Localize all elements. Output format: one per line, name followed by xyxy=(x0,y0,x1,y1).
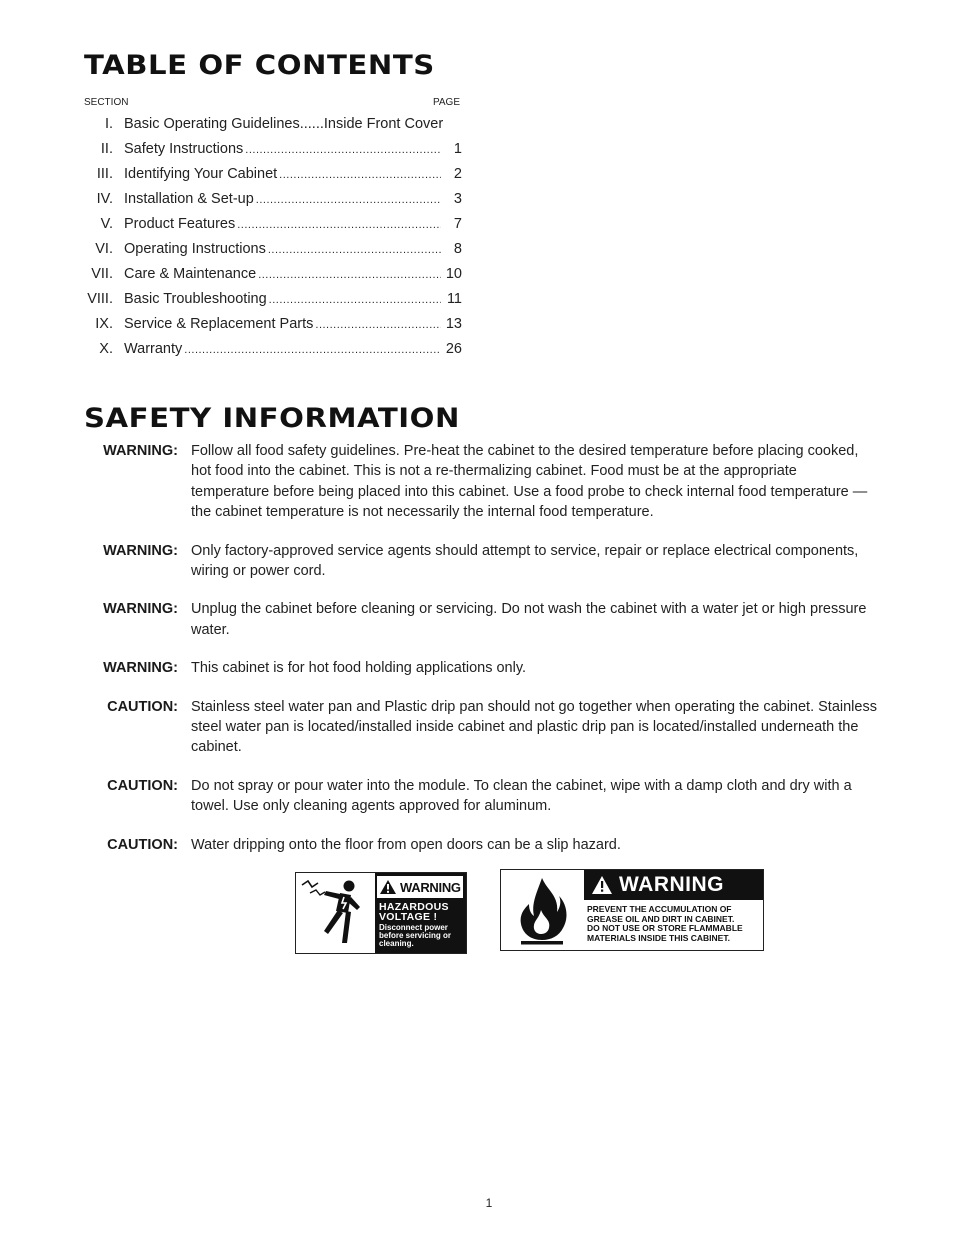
toc-entry-page: 11 xyxy=(446,291,462,307)
toc-entry-page: 1 xyxy=(453,141,462,157)
notice-text: Stainless steel water pan and Plastic drip pan should not go together when operating the cabinet. Stainless steel water pan is located/installed inside cabinet and plastic drip pan is located/installed underneath the cabinet. xyxy=(191,698,877,756)
toc-list xyxy=(84,116,462,366)
safety-notice xyxy=(84,599,884,640)
toc-entry-number: V. xyxy=(100,216,113,232)
toc-entry xyxy=(84,316,462,341)
toc-entry-number: X. xyxy=(99,341,113,357)
toc-entry-title: Safety Instructions xyxy=(124,141,244,157)
toc-entry-title: Identifying Your Cabinet xyxy=(124,166,278,182)
notice-label: WARNING: xyxy=(103,542,178,559)
notice-label: CAUTION: xyxy=(107,836,178,853)
hazardous-voltage-text: HAZARDOUS VOLTAGE ! xyxy=(379,901,449,923)
flammable-warning-panel xyxy=(584,870,763,950)
toc-entry-number: IV. xyxy=(96,191,113,207)
notice-text: Unplug the cabinet before cleaning or servicing. Do not wash the cabinet with a water jet or high pressure water. xyxy=(191,601,867,638)
safety-notice xyxy=(84,541,884,582)
electric-shock-icon xyxy=(296,873,375,953)
toc-column-headers xyxy=(84,97,460,108)
notice-text: Only factory-approved service agents should attempt to service, repair or replace electrical components, wiring or power cord. xyxy=(191,542,859,580)
toc-entry xyxy=(84,291,462,316)
toc-entry-number: IX. xyxy=(95,316,113,332)
safety-notice xyxy=(84,697,884,758)
voltage-warning-panel xyxy=(375,873,466,953)
dot-leader xyxy=(256,194,441,206)
toc-entry xyxy=(84,216,462,241)
dot-leader xyxy=(184,344,441,356)
flammable-warning-label xyxy=(500,869,764,951)
dot-leader xyxy=(269,294,441,306)
safety-notice xyxy=(84,776,884,817)
section-column-header: SECTION xyxy=(84,97,129,108)
toc-entry-title: Product Features xyxy=(124,216,236,232)
disconnect-power-text: Disconnect power before servicing or cleaning. xyxy=(379,923,452,948)
toc-entry-page: 8 xyxy=(453,241,462,257)
toc-entry-number: I. xyxy=(104,116,113,132)
flammable-warning-header-text: WARNING xyxy=(619,873,724,896)
toc-entry-page: 7 xyxy=(453,216,462,232)
notice-text: This cabinet is for hot food holding applications only. xyxy=(191,660,527,677)
toc-entry-page: 10 xyxy=(445,266,462,282)
voltage-warning-header xyxy=(377,876,463,898)
flammable-warning-header xyxy=(584,870,763,900)
toc-entry-page: 13 xyxy=(445,316,462,332)
notice-label: CAUTION: xyxy=(107,698,178,715)
safety-notice xyxy=(84,835,884,855)
toc-entry-title: Warranty xyxy=(124,341,183,357)
dot-leader xyxy=(279,169,441,181)
toc-entry-number: VI. xyxy=(95,241,113,257)
toc-entry xyxy=(84,141,462,166)
toc-entry-number: III. xyxy=(96,166,113,182)
toc-entry xyxy=(84,116,462,141)
page-number: 1 xyxy=(485,1196,493,1210)
toc-heading: TABLE OF CONTENTS xyxy=(84,50,435,81)
fire-icon xyxy=(501,870,584,950)
safety-notice xyxy=(84,658,884,678)
toc-entry-title: Installation & Set-up xyxy=(124,191,254,207)
toc-entry-number: II. xyxy=(100,141,113,157)
toc-entry-title: Basic Operating Guidelines......Inside Front Cover xyxy=(124,116,444,132)
notice-label: WARNING: xyxy=(103,443,178,459)
notice-text: Follow all food safety guidelines. Pre-heat the cabinet to the desired temperature before placing cooked, hot food into the cabinet. This is not a re-thermalizing cabinet. Food must be at the appropriate temperature before being placed into this cabinet. Use a food probe to check internal food temperature — the cabinet temperature is not necessarily the internal food temperature. xyxy=(191,443,868,521)
notice-label: WARNING: xyxy=(103,601,178,618)
safety-heading: SAFETY INFORMATION xyxy=(84,403,460,434)
safety-notices xyxy=(84,441,884,873)
notice-text: Do not spray or pour water into the module. To clean the cabinet, wipe with a damp cloth and dry with a towel. Use only cleaning agents approved for aluminum. xyxy=(191,777,852,815)
notice-text: Water dripping onto the floor from open doors can be a slip hazard. xyxy=(191,836,621,853)
hazardous-voltage-warning-label xyxy=(295,872,467,954)
toc-entry-page: 26 xyxy=(445,341,462,357)
toc-entry-number: VIII. xyxy=(87,291,113,307)
toc-entry-title: Service & Replacement Parts xyxy=(124,316,314,332)
toc-entry xyxy=(84,341,462,366)
safety-notice xyxy=(84,441,884,523)
toc-entry-page: 2 xyxy=(453,166,462,182)
toc-entry xyxy=(84,241,462,266)
warning-triangle-icon xyxy=(592,876,612,894)
voltage-warning-header-text: WARNING xyxy=(400,879,461,895)
toc-entry-title: Operating Instructions xyxy=(124,241,266,257)
flammable-warning-text: PREVENT THE ACCUMULATION OF GREASE OIL AND DIRT IN CABINET. DO NOT USE OR STORE FLAMMABLE MATERIALS INSIDE THIS CABINET. xyxy=(587,904,743,943)
notice-label: WARNING: xyxy=(103,660,178,677)
toc-entry xyxy=(84,191,462,216)
toc-entry-page: 3 xyxy=(453,191,462,207)
toc-entry-title: Care & Maintenance xyxy=(124,266,257,282)
toc-entry-title: Basic Troubleshooting xyxy=(124,291,267,307)
dot-leader xyxy=(237,219,441,231)
dot-leader xyxy=(245,144,441,156)
page-column-header: PAGE xyxy=(432,97,460,108)
toc-entry xyxy=(84,166,462,191)
dot-leader xyxy=(315,319,441,331)
warning-triangle-icon xyxy=(380,880,396,894)
notice-label: CAUTION: xyxy=(107,777,178,794)
dot-leader xyxy=(258,269,441,281)
toc-entry xyxy=(84,266,462,291)
toc-entry-number: VII. xyxy=(91,266,113,282)
dot-leader xyxy=(268,244,441,256)
